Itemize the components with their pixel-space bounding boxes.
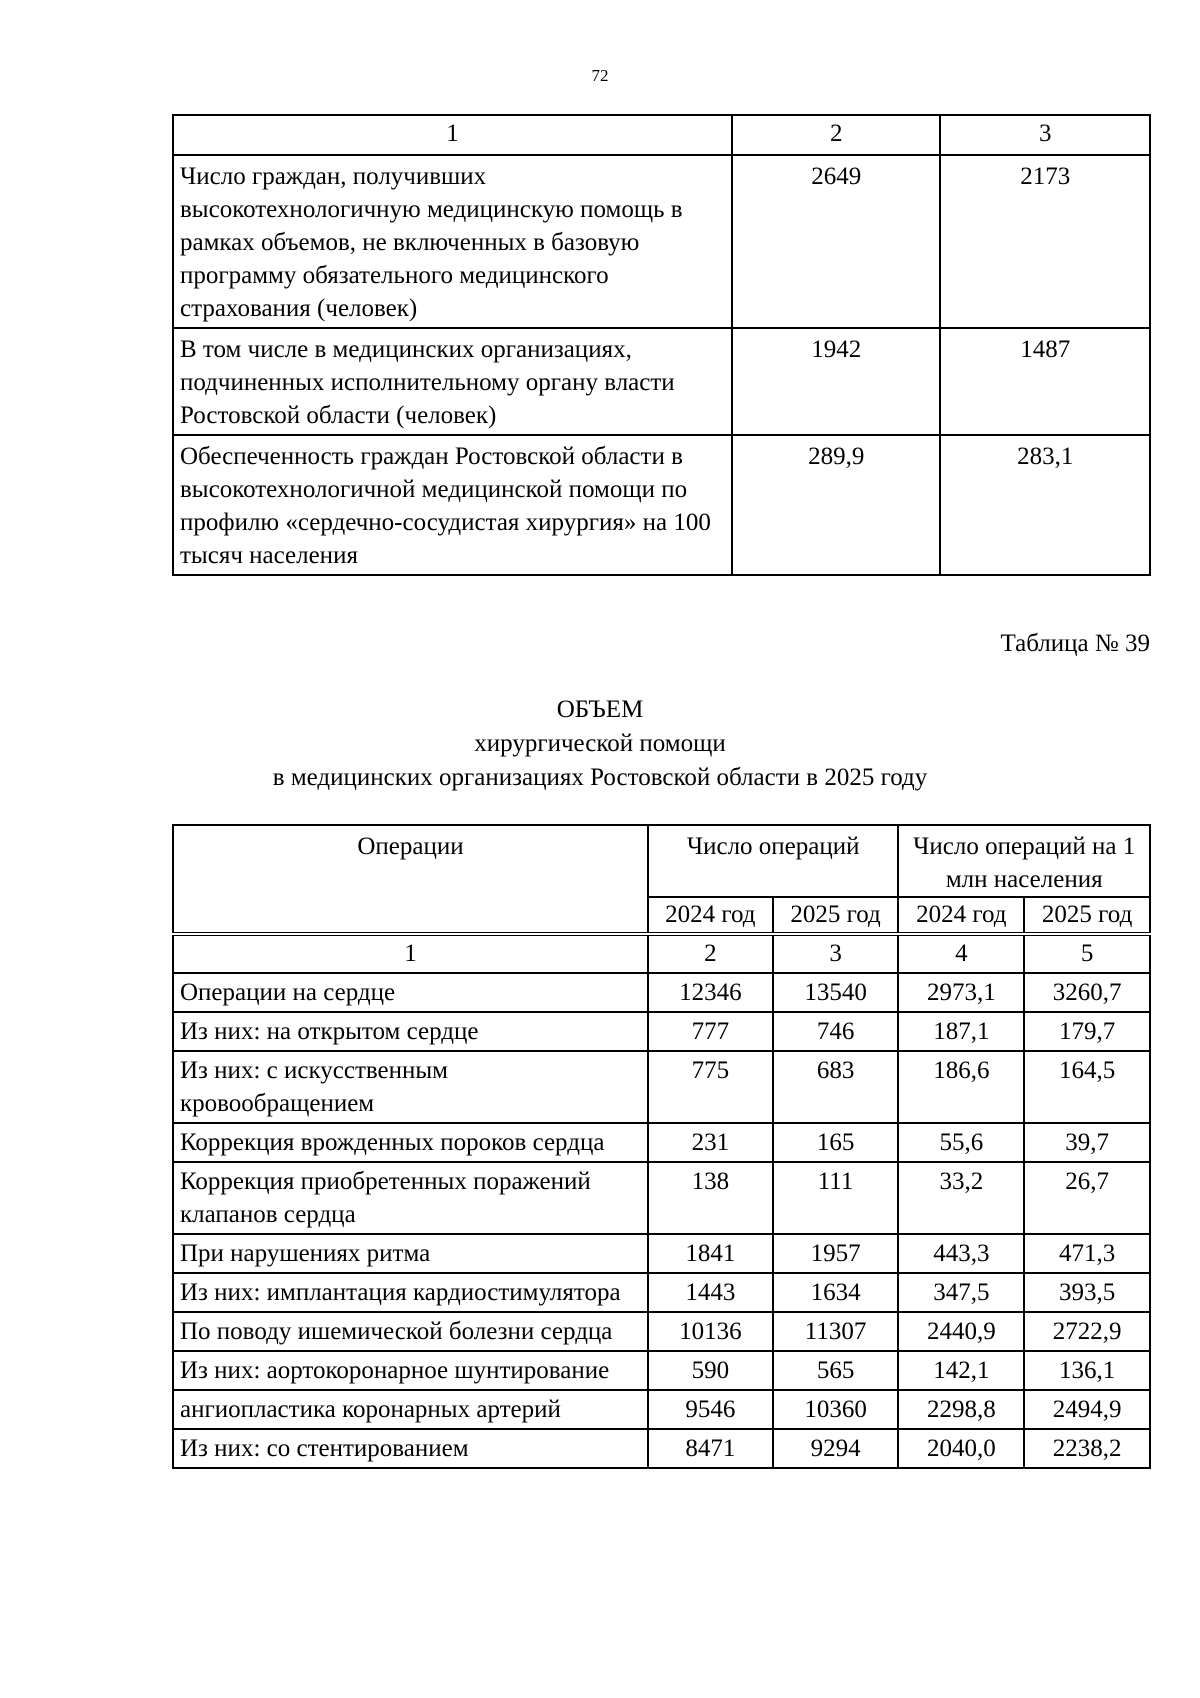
table-header-row [173,115,1150,155]
cell-value: 393,5 [1024,1273,1150,1312]
cell-value: 179,7 [1024,1012,1150,1051]
cell-value: 39,7 [1024,1123,1150,1162]
table-row [173,1351,1150,1390]
cell-value: 1487 [940,328,1150,435]
header-operations: Операции [173,825,648,934]
cell-value: 10136 [648,1312,773,1351]
row-label: Из них: на открытом сердце [173,1012,648,1051]
cell-value: 443,3 [898,1234,1024,1273]
column-number-5: 5 [1024,934,1150,973]
cell-value: 187,1 [898,1012,1024,1051]
continued-table [172,114,1151,576]
cell-value: 9294 [773,1429,899,1468]
surgery-volume-table [172,824,1151,1469]
table-row [173,973,1150,1012]
title-line-3: в медицинских организациях Ростовской области в 2025 году [272,764,928,791]
row-label: Операции на сердце [173,973,648,1012]
row-label: Коррекция приобретенных поражений клапанов сердца [173,1162,648,1234]
title-line-2: хирургической помощи [474,730,726,757]
column-number-3: 3 [940,115,1150,155]
row-label: Из них: имплантация кардиостимулятора [173,1273,648,1312]
row-label: Из них: аортокоронарное шунтирование [173,1351,648,1390]
cell-value: 2173 [940,155,1150,328]
cell-value: 590 [648,1351,773,1390]
table-caption: Таблица № 39 [1000,630,1150,657]
table-row [173,155,1150,328]
cell-value: 26,7 [1024,1162,1150,1234]
table-row [173,1012,1150,1051]
row-label: По поводу ишемической болезни сердца [173,1312,648,1351]
table-row [173,1234,1150,1273]
cell-value: 136,1 [1024,1351,1150,1390]
title-line-1: ОБЪЕМ [556,696,644,723]
cell-value: 683 [773,1051,899,1123]
row-label: Из них: с искусственным кровообращением [173,1051,648,1123]
cell-value: 186,6 [898,1051,1024,1123]
cell-value: 8471 [648,1429,773,1468]
cell-value: 165 [773,1123,899,1162]
header-year: 2025 год [1024,897,1150,934]
cell-value: 1443 [648,1273,773,1312]
table-row [173,1390,1150,1429]
cell-value: 2298,8 [898,1390,1024,1429]
row-label: ангиопластика коронарных артерий [173,1390,648,1429]
column-number-1: 1 [173,115,732,155]
column-number-2: 2 [648,934,773,973]
table-row [173,1162,1150,1234]
cell-value: 1942 [732,328,941,435]
cell-value: 2649 [732,155,941,328]
row-label: Из них: со стентированием [173,1429,648,1468]
cell-value: 10360 [773,1390,899,1429]
cell-value: 2722,9 [1024,1312,1150,1351]
column-number-3: 3 [773,934,899,973]
cell-value: 9546 [648,1390,773,1429]
cell-value: 289,9 [732,435,941,575]
cell-value: 283,1 [940,435,1150,575]
cell-value: 231 [648,1123,773,1162]
cell-value: 775 [648,1051,773,1123]
row-label: В том числе в медицинских организациях, подчиненных исполнительному органу власти Ростовской области (человек) [173,328,732,435]
cell-value: 33,2 [898,1162,1024,1234]
cell-value: 142,1 [898,1351,1024,1390]
table-row [173,1273,1150,1312]
cell-value: 2973,1 [898,973,1024,1012]
page-number: 72 [591,66,609,85]
header-operation-count: Число операций [648,825,898,897]
cell-value: 3260,7 [1024,973,1150,1012]
column-number-4: 4 [898,934,1024,973]
cell-value: 2040,0 [898,1429,1024,1468]
table-row [173,435,1150,575]
table-row [173,1312,1150,1351]
table-row [173,1429,1150,1468]
row-label: Коррекция врожденных пороков сердца [173,1123,648,1162]
column-number-2: 2 [732,115,941,155]
row-label: Обеспеченность граждан Ростовской области в высокотехнологичной медицинской помощи по профилю «сердечно-сосудистая хирургия» на 100 тысяч населения [173,435,732,575]
cell-value: 13540 [773,973,899,1012]
header-per-million: Число операций на 1 млн населения [898,825,1150,897]
header-year: 2025 год [773,897,899,934]
column-number-1: 1 [173,934,648,973]
table-header-row [173,825,1150,897]
cell-value: 746 [773,1012,899,1051]
cell-value: 1841 [648,1234,773,1273]
row-label: Число граждан, получивших высокотехнологичную медицинскую помощь в рамках объемов, не включенных в базовую программу обязательного медицинского страхования (человек) [173,155,732,328]
cell-value: 2440,9 [898,1312,1024,1351]
table-row [173,328,1150,435]
cell-value: 2238,2 [1024,1429,1150,1468]
cell-value: 2494,9 [1024,1390,1150,1429]
cell-value: 565 [773,1351,899,1390]
cell-value: 1634 [773,1273,899,1312]
table-row [173,1123,1150,1162]
header-year: 2024 год [648,897,773,934]
cell-value: 471,3 [1024,1234,1150,1273]
cell-value: 164,5 [1024,1051,1150,1123]
column-number-row [173,934,1150,973]
header-year: 2024 год [898,897,1024,934]
cell-value: 347,5 [898,1273,1024,1312]
cell-value: 11307 [773,1312,899,1351]
table-row [173,1051,1150,1123]
row-label: При нарушениях ритма [173,1234,648,1273]
cell-value: 777 [648,1012,773,1051]
table-title [0,693,1200,795]
cell-value: 55,6 [898,1123,1024,1162]
cell-value: 1957 [773,1234,899,1273]
table-body [173,973,1150,1468]
cell-value: 138 [648,1162,773,1234]
cell-value: 111 [773,1162,899,1234]
cell-value: 12346 [648,973,773,1012]
